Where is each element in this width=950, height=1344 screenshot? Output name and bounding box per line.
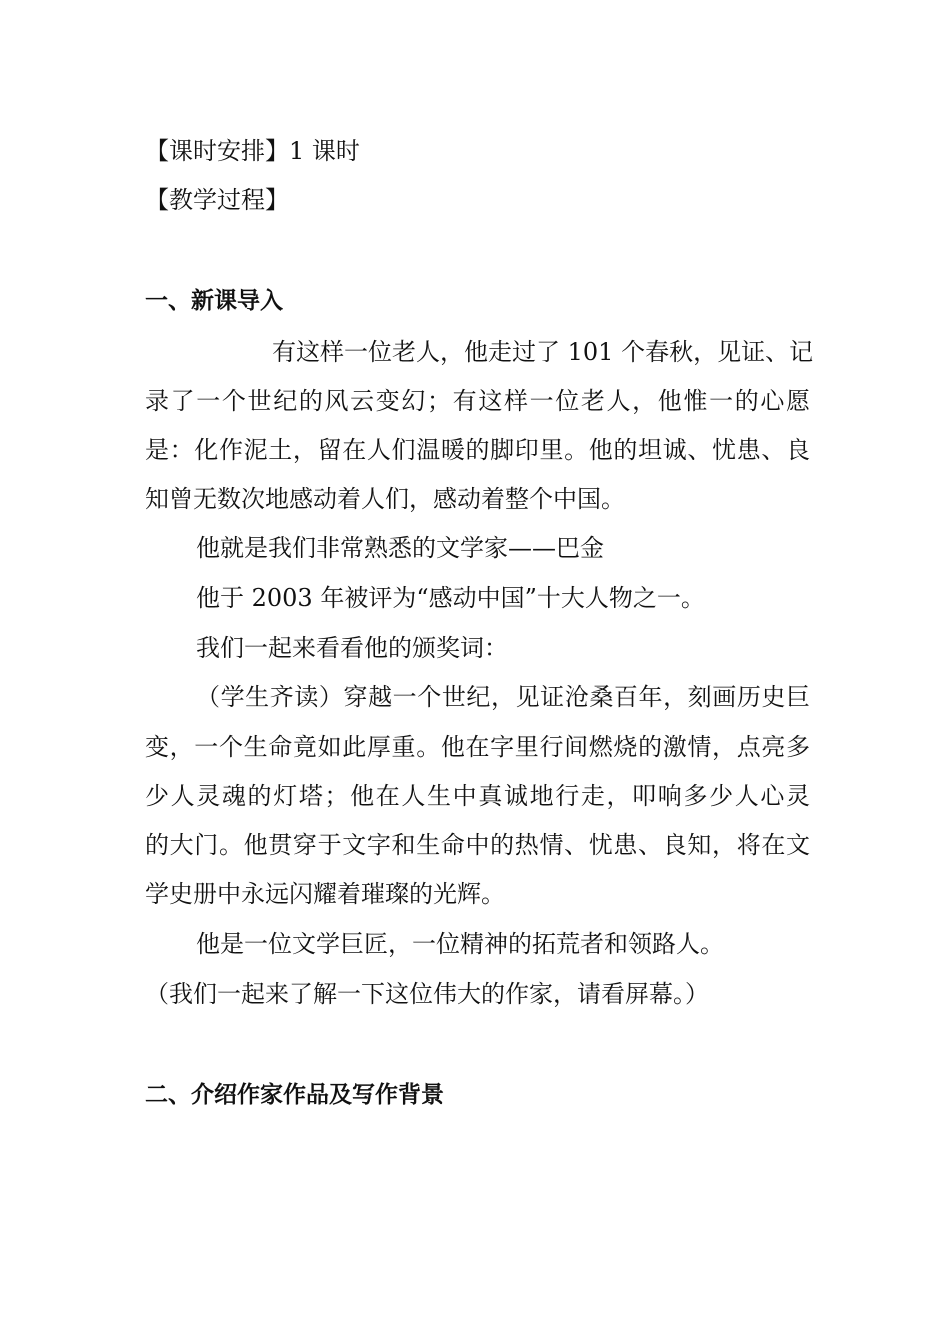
award-line: 他于 2003 年被评为“感动中国”十大人物之一。 <box>196 584 705 612</box>
intro-line-3: 是：化作泥土，留在人们温暖的脚印里。他的坦诚、忧患、良 <box>145 436 810 464</box>
bajin-line: 他就是我们非常熟悉的文学家——巴金 <box>196 534 604 562</box>
master-line: 他是一位文学巨匠，一位精神的拓荒者和领路人。 <box>196 930 724 958</box>
intro-line-2: 录了一个世纪的风云变幻；有这样一位老人，他惟一的心愿 <box>145 387 810 415</box>
citation-line-5: 学史册中永远闪耀着璀璨的光辉。 <box>145 880 505 908</box>
intro-line-4: 知曾无数次地感动着人们，感动着整个中国。 <box>145 485 625 513</box>
section-1-title: 一、新课导入 <box>145 287 283 314</box>
schedule-line: 【课时安排】1 课时 <box>145 137 360 165</box>
citation-line-2: 变，一个生命竟如此厚重。他在字里行间燃烧的激情，点亮多 <box>145 733 810 761</box>
intro-line-1: 有这样一位老人，他走过了 101 个春秋，见证、记 <box>272 338 814 366</box>
citation-line-1: （学生齐读）穿越一个世纪，见证沧桑百年，刻画历史巨 <box>196 683 810 711</box>
section-2-title: 二、介绍作家作品及写作背景 <box>145 1081 444 1108</box>
citation-line-4: 的大门。他贯穿于文字和生命中的热情、忧患、良知，将在文 <box>145 831 810 859</box>
screen-line: （我们一起来了解一下这位伟大的作家，请看屏幕。） <box>145 980 709 1008</box>
citation-line-3: 少人灵魂的灯塔；他在人生中真诚地行走，叩响多少人心灵 <box>145 782 810 810</box>
process-heading: 【教学过程】 <box>145 186 289 214</box>
citation-intro-line: 我们一起来看看他的颁奖词： <box>196 634 508 662</box>
